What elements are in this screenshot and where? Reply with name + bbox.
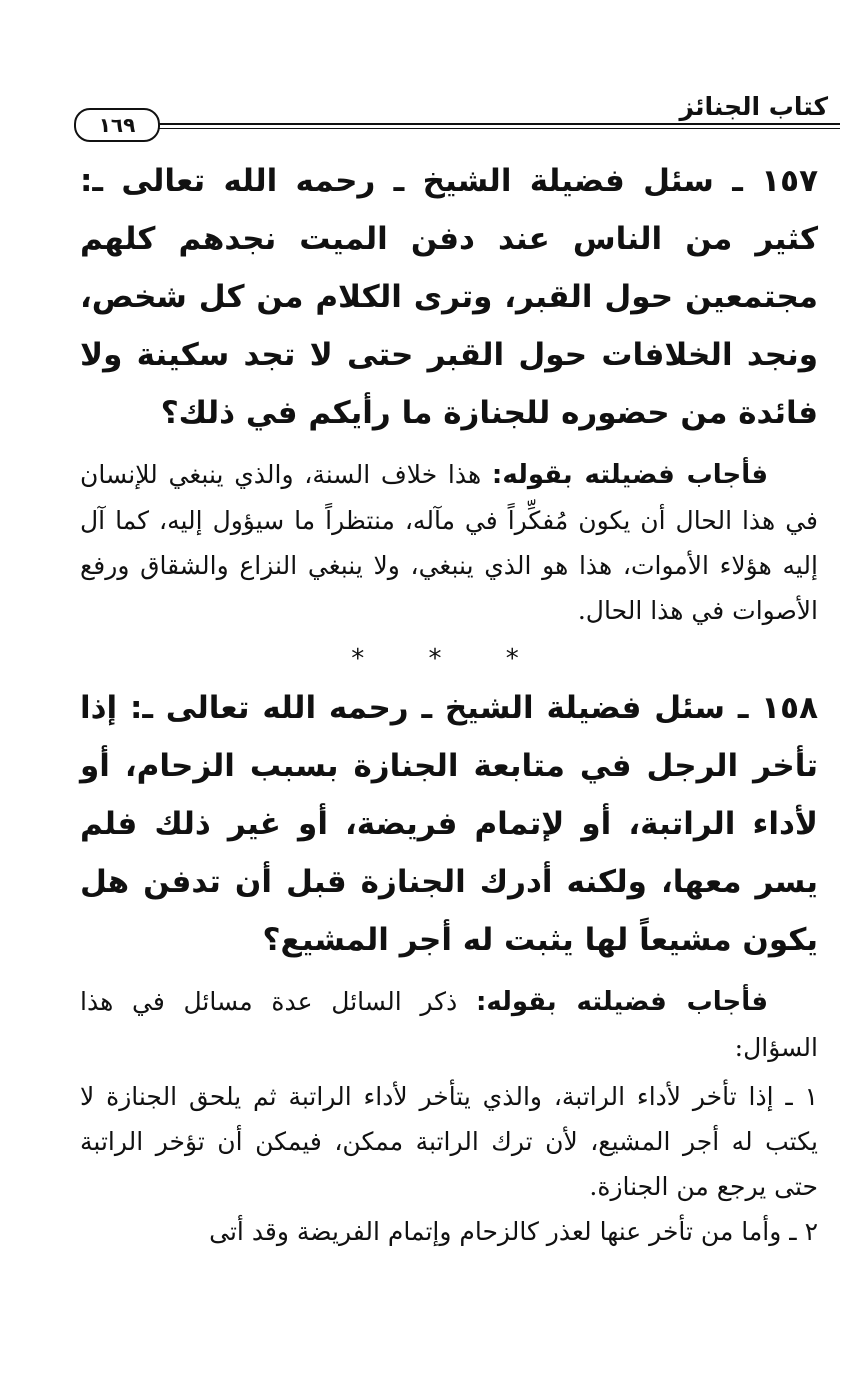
question-158-text: ١٥٨ ـ سئل فضيلة الشيخ ـ رحمه الله تعالى ـ: إذا تأخر الرجل في متابعة الجنازة بسبب الزحام، أو لأداء الراتبة، أو لإتمام فريضة، أو غير ذلك فلم يسر معها، ولكنه أدرك الجنازة قبل أن تدفن هل يكون مشيعاً لها يثبت له أجر المشيع؟	[80, 690, 818, 958]
running-title: كتاب الجنائز	[679, 92, 828, 121]
answer-157-text: هذا خلاف السنة، والذي ينبغي للإنسان في هذا الحال أن يكون مُفكِّراً في مآله، منتظراً ما سيؤول إليه، كما آل إليه هؤلاء الأموات، هذا هو الذي ينبغي، ولا ينبغي النزاع والشقاق ورفع الأصوات في هذا الحال.	[80, 460, 818, 625]
point-2-text: ٢ ـ وأما من تأخر عنها لعذر كالزحام وإتمام الفريضة وقد أتى	[209, 1217, 818, 1246]
page-content	[80, 152, 818, 1254]
answer-157-lead: فأجاب فضيلته بقوله:	[491, 460, 768, 490]
answer-158-point-2	[80, 1209, 818, 1254]
question-158	[80, 679, 818, 969]
answer-158-point-1	[80, 1074, 818, 1209]
answer-158-lead: فأجاب فضيلته بقوله:	[475, 987, 768, 1017]
page-number: ١٦٩	[74, 108, 160, 142]
answer-158	[80, 979, 818, 1070]
point-1-text: ١ ـ إذا تأخر لأداء الراتبة، والذي يتأخر لأداء الراتبة ثم يلحق الجنازة لا يكتب له أجر المشيع، لأن ترك الراتبة ممكن، فيمكن أن تؤخر الراتبة حتى يرجع من الجنازة.	[80, 1082, 818, 1201]
section-separator: * * *	[351, 644, 547, 674]
header-rule	[128, 123, 840, 129]
answer-158-intro: ذكر السائل عدة مسائل في هذا السؤال:	[80, 987, 818, 1062]
question-157	[80, 152, 818, 442]
question-157-text: ١٥٧ ـ سئل فضيلة الشيخ ـ رحمه الله تعالى ـ: كثير من الناس عند دفن الميت نجدهم كلهم مجتمعين حول القبر، وترى الكلام من كل شخص، ونجد الخلافات حول القبر حتى لا تجد سكينة ولا فائدة من حضوره للجنازة ما رأيكم في ذلك؟	[80, 163, 818, 431]
answer-157	[80, 452, 818, 633]
